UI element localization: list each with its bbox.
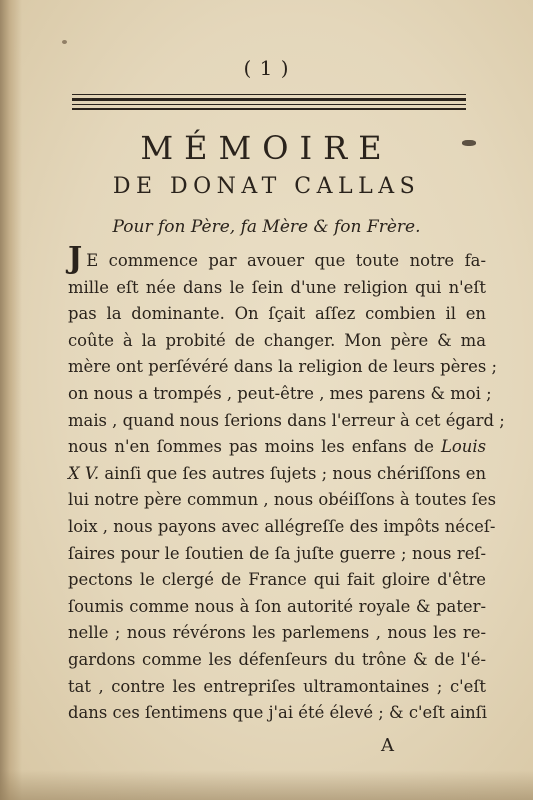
text-line: [68, 241, 486, 276]
text-line: mais , quand nous ſerions dans l'erreur à cet égard ;: [68, 410, 505, 430]
bottom-shadow: [0, 770, 533, 800]
text-line: nelle ; nous révérons les parlemens , nous les re-: [68, 623, 486, 643]
text-line: coûte à la probité de changer. Mon père & ma: [68, 330, 486, 350]
text-line: ſoumis comme nous à ſon autorité royale & pater-: [68, 596, 486, 616]
text-line: gardons comme les défenſeurs du trône & de l'é-: [68, 649, 486, 669]
drop-cap: J: [68, 241, 83, 276]
text-line: pectons le clergé de France qui fait gloire d'être: [68, 570, 486, 590]
line-text: nous n'en ſommes pas moins les enfans de: [68, 437, 434, 457]
text-line: on nous a trompés , peut-être , mes parens & moi ;: [68, 383, 492, 403]
text-line: mille eſt née dans le ſein d'une religion qui n'eſt: [68, 277, 486, 297]
line-text: ainſi que ſes autres ſujets ; nous chériſſons en: [104, 463, 486, 483]
text-line: [68, 434, 486, 461]
line-text: E commence par avouer que toute notre fa-: [86, 251, 486, 270]
italic-xv: X V.: [68, 463, 100, 483]
rule-line: [72, 108, 466, 110]
text-line: [68, 461, 486, 488]
text-line: pas la dominante. On ſçait aſſez combien il en: [68, 304, 486, 324]
text-line: ſaires pour le ſoutien de ſa juſte guerre ; nous reſ-: [68, 543, 486, 563]
dedication: Pour fon Père, fa Mère & fon Frère.: [112, 217, 421, 237]
text-line: mère ont perſévéré dans la religion de leurs pères ;: [68, 357, 497, 377]
text-line: tat , contre les entrepriſes ultramontaines ; c'eſt: [68, 676, 486, 696]
header-rules: [72, 94, 466, 113]
ink-mark: [462, 140, 476, 146]
rule-line: [72, 98, 466, 101]
text-line: lui notre père commun , nous obéiſſons à toutes ſes: [68, 490, 496, 510]
catchword: A: [381, 735, 394, 756]
italic-louis: Louis: [441, 437, 487, 457]
page-number: ( 1 ): [243, 56, 290, 80]
text-line: dans ces ſentimens que j'ai été élevé ; & c'eſt ainſi: [68, 703, 487, 723]
page-title: MÉMOIRE: [140, 129, 393, 167]
paper-spot: [62, 40, 67, 44]
rule-line: [72, 104, 466, 105]
rule-line: [72, 94, 466, 95]
gutter-shadow: [0, 0, 22, 800]
page-subtitle: DE DONAT CALLAS: [112, 174, 421, 199]
body-text: [68, 241, 505, 727]
text-line: loix , nous payons avec allégreſſe des impôts néceſ-: [68, 516, 496, 536]
